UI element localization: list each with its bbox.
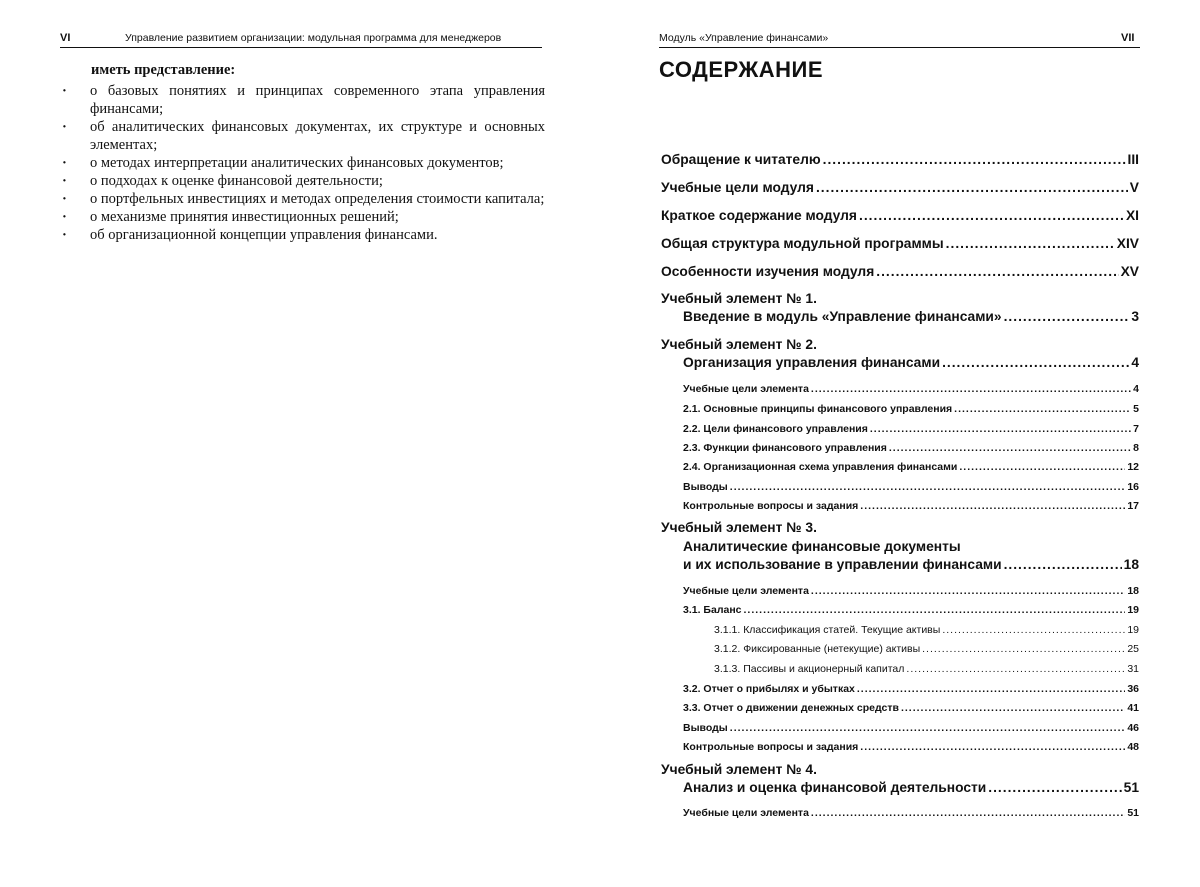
page-title: СОДЕРЖАНИЕ xyxy=(659,57,824,82)
list-item: · о базовых понятиях и принципах современного этапа управления финансами; xyxy=(62,83,545,117)
toc-entry[interactable]: Введение в модуль «Управление финансами» ..... 3 xyxy=(683,309,1139,324)
list-item: · о механизме принятия инвестиционных решений; xyxy=(62,209,399,225)
toc-subsubentry[interactable]: 3.1.2. Фиксированные (нетекущие) активы ..... 25 xyxy=(714,643,1139,655)
toc-subentry[interactable]: 2.3. Функции финансового управления ..... 8 xyxy=(683,442,1139,454)
list-item: · о методах интерпретации аналитических финансовых документов; xyxy=(62,155,504,171)
toc-entry[interactable]: Краткое содержание модуля ..... XI xyxy=(661,208,1139,223)
toc-entry[interactable]: Учебные цели модуля ..... V xyxy=(661,180,1139,195)
toc-entry[interactable]: Обращение к читателю ..... III xyxy=(661,152,1139,167)
list-item: · об организационной концепции управления финансами. xyxy=(62,227,438,243)
list-item: · о подходах к оценке финансовой деятельности; xyxy=(62,173,383,189)
toc-entry[interactable]: Анализ и оценка финансовой деятельности ..... 51 xyxy=(683,780,1139,795)
toc-subentry[interactable]: 3.1. Баланс ..... 19 xyxy=(683,604,1139,616)
running-head-right: Модуль «Управление финансами» xyxy=(659,32,829,44)
toc-subsubentry[interactable]: 3.1.3. Пассивы и акционерный капитал ..... 31 xyxy=(714,663,1139,675)
element-heading: Учебный элемент № 2. xyxy=(661,337,817,352)
toc-subentry[interactable]: 2.4. Организационная схема управления финансами ..... 12 xyxy=(683,461,1139,473)
toc-subentry[interactable]: 2.2. Цели финансового управления ..... 7 xyxy=(683,423,1139,435)
toc-subsubentry[interactable]: 3.1.1. Классификация статей. Текущие активы ..... 19 xyxy=(714,624,1139,636)
element-heading: Учебный элемент № 3. xyxy=(661,520,817,535)
running-head-left: Управление развитием организации: модульная программа для менеджеров xyxy=(125,32,502,44)
toc-entry[interactable]: и их использование в управлении финансами ..... 18 xyxy=(683,557,1139,572)
header-rule-right xyxy=(659,47,1140,48)
toc-entry[interactable]: Организация управления финансами ..... 4 xyxy=(683,355,1139,370)
toc-subentry[interactable]: Выводы ..... 46 xyxy=(683,722,1139,734)
toc-subentry[interactable]: 2.1. Основные принципы финансового управления ..... 5 xyxy=(683,403,1139,415)
toc-subentry[interactable]: Контрольные вопросы и задания ..... 17 xyxy=(683,500,1139,512)
toc-subentry[interactable]: Контрольные вопросы и задания ..... 48 xyxy=(683,741,1139,753)
lead-text: иметь представление: xyxy=(91,62,236,78)
bullet-list xyxy=(55,82,545,244)
element-heading: Учебный элемент № 1. xyxy=(661,291,817,306)
list-item: · о портфельных инвестициях и методах определения стоимости капитала; xyxy=(62,191,545,207)
toc-entry[interactable]: Особенности изучения модуля ..... XV xyxy=(661,264,1139,279)
toc-subentry[interactable]: Учебные цели элемента ..... 18 xyxy=(683,585,1139,597)
toc-subentry[interactable]: Учебные цели элемента ..... 51 xyxy=(683,807,1139,819)
page-number-right: VII xyxy=(1121,32,1135,44)
list-item: · об аналитических финансовых документах, их структуре и основных элементах; xyxy=(62,119,545,153)
toc-subentry[interactable]: Учебные цели элемента ..... 4 xyxy=(683,383,1139,395)
right-page xyxy=(600,0,1200,887)
element-title-line: Аналитические финансовые документы xyxy=(683,539,961,554)
page-number-left: VI xyxy=(60,32,71,44)
toc-subentry[interactable]: 3.2. Отчет о прибылях и убытках ..... 36 xyxy=(683,683,1139,695)
element-heading: Учебный элемент № 4. xyxy=(661,762,817,777)
toc-subentry[interactable]: 3.3. Отчет о движении денежных средств ..... 41 xyxy=(683,702,1139,714)
toc-subentry[interactable]: Выводы ..... 16 xyxy=(683,481,1139,493)
toc-entry[interactable]: Общая структура модульной программы ..... XIV xyxy=(661,236,1139,251)
header-rule-left xyxy=(60,47,542,48)
